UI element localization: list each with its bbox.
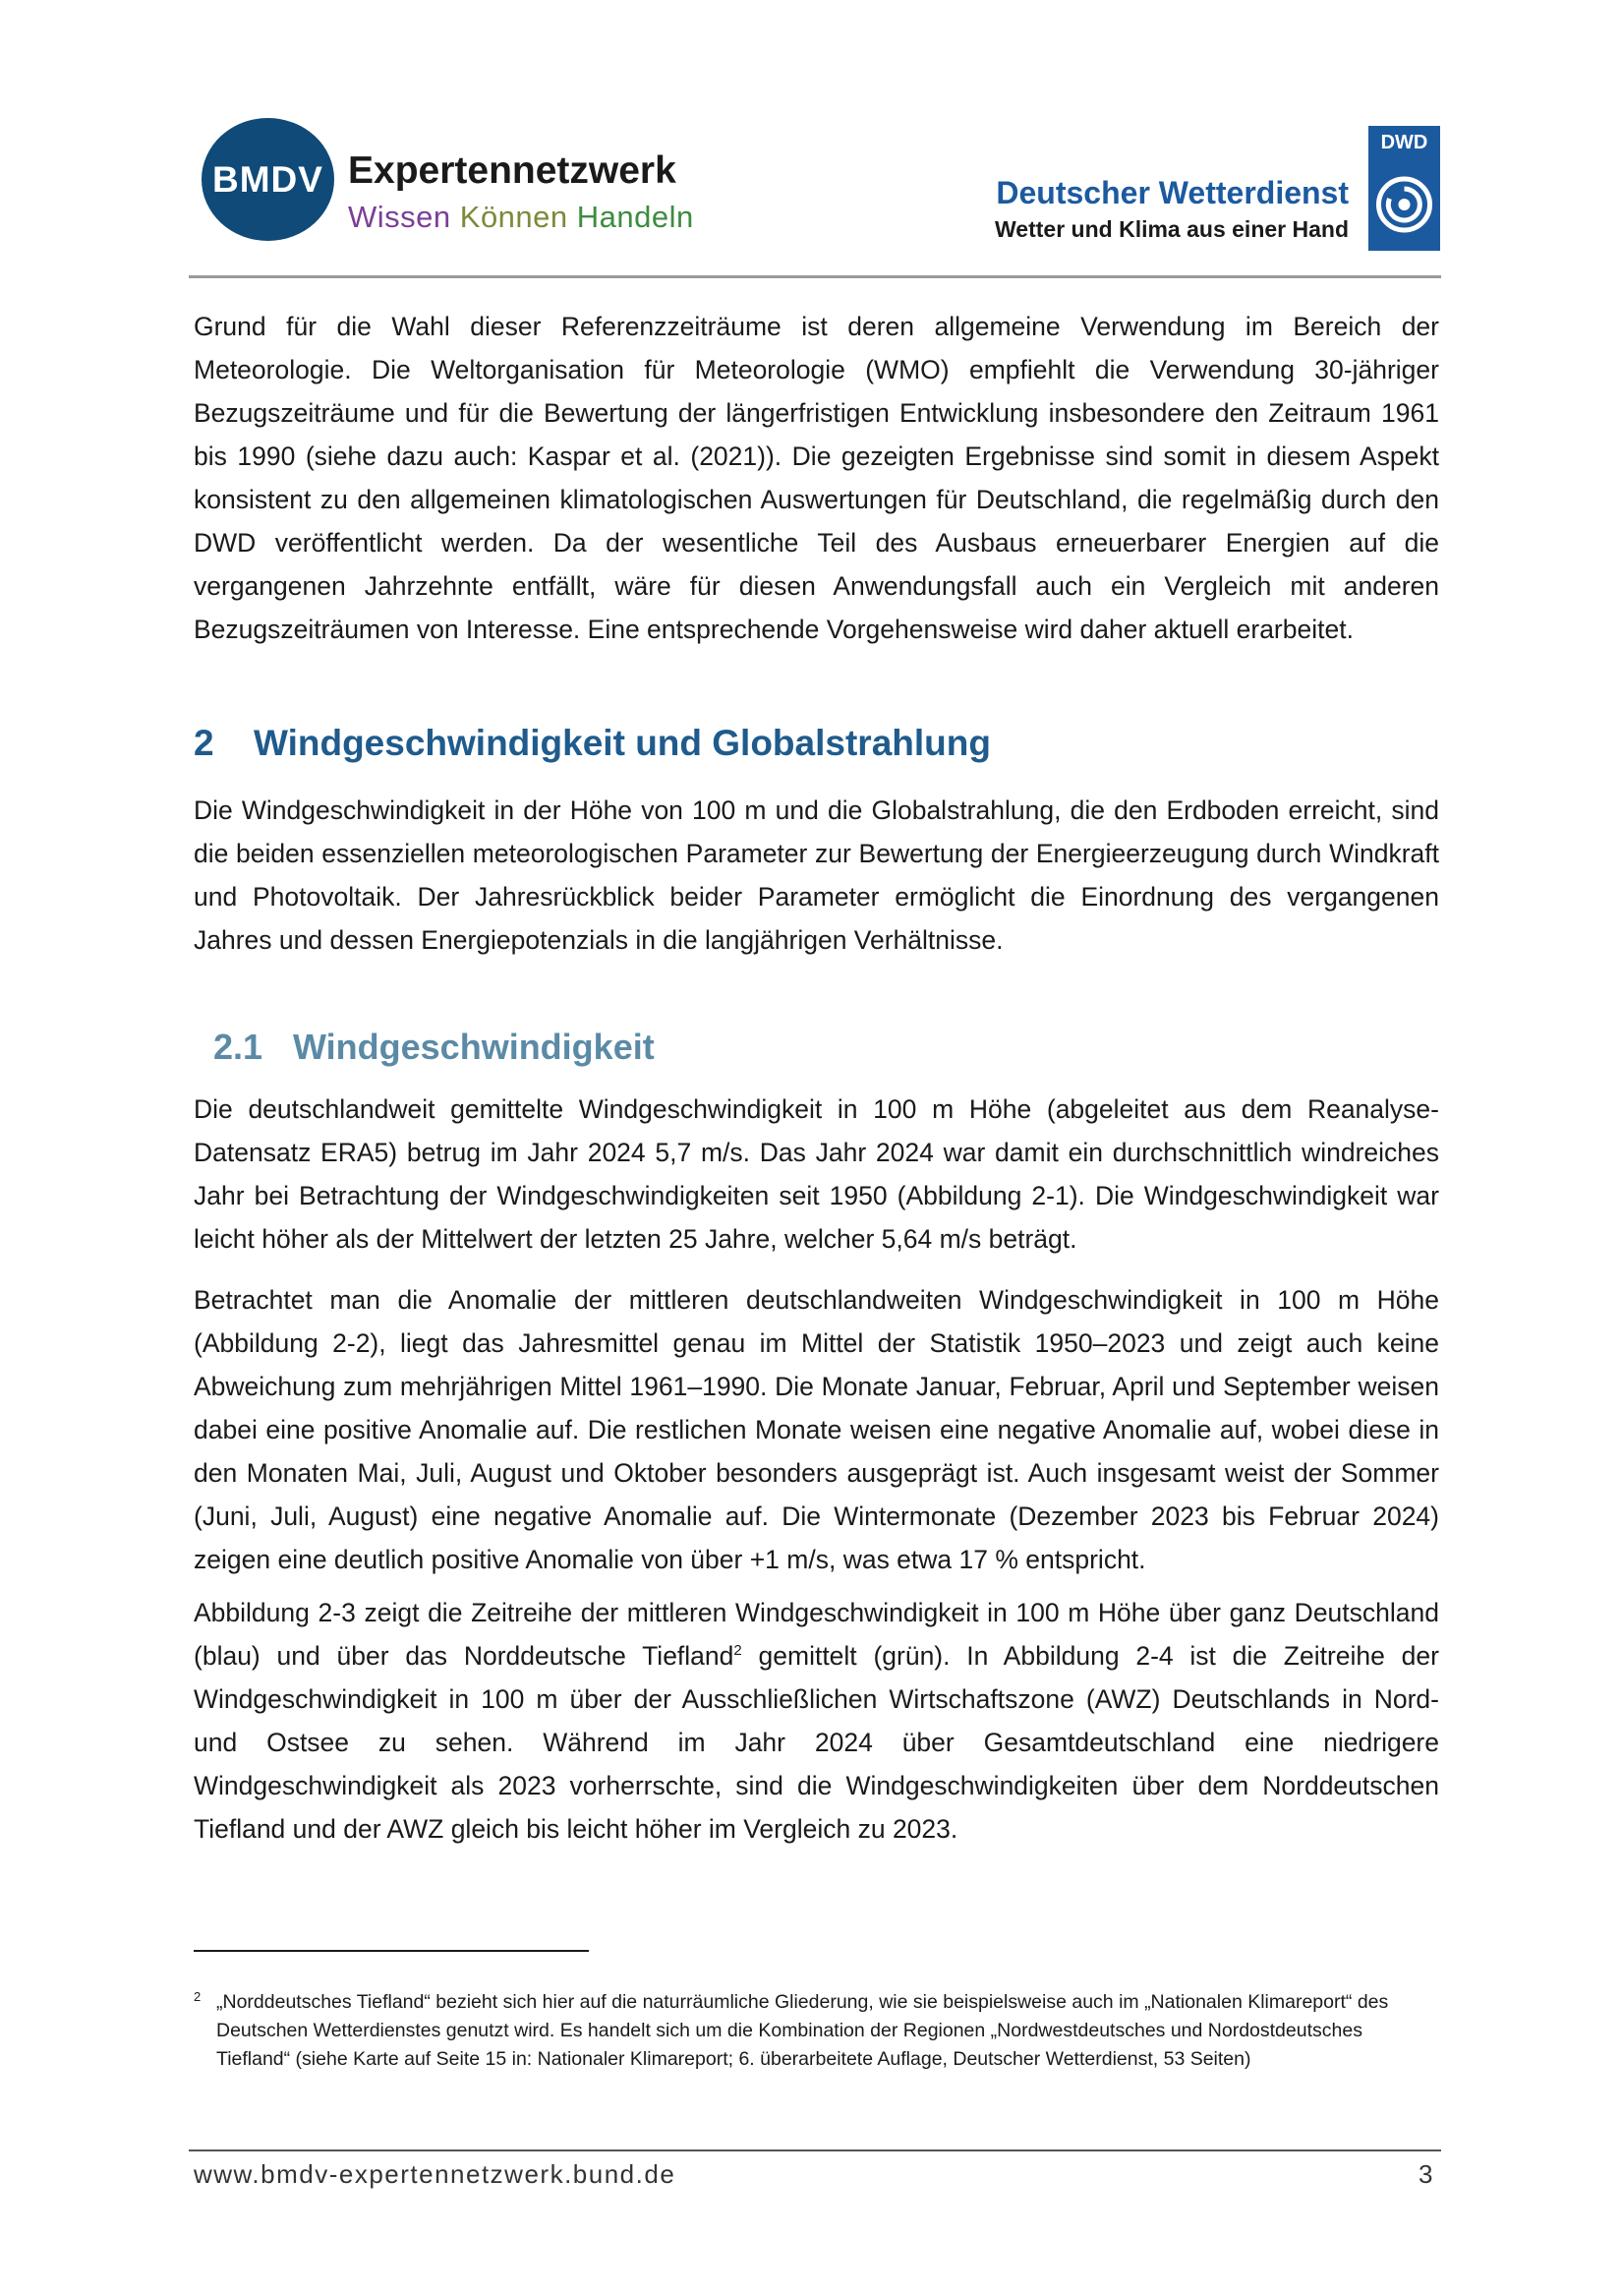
footnote-reference[interactable]: 2: [733, 1642, 742, 1660]
footnote-text: „Norddeutsches Tiefland“ bezieht sich hier auf die naturräumliche Gliederung, wie sie beispielsweise auch im „Nationalen Klimareport“ des Deutschen Wetterdienstes genutzt wird. Es handelt sich um die Kombination der Regionen „Nordwestdeutsches und Nordostdeutsches Tiefland“ (siehe Karte auf Seite 15 in: Nationaler Klimareport; 6. überarbeitete Auflage, Deutscher Wetterdienst, 53 Seiten): [216, 1991, 1389, 2070]
dwd-logo: [1368, 126, 1440, 251]
bmdv-tagline: [348, 200, 694, 235]
section-2-1-paragraph-3: [194, 1591, 1439, 1851]
dwd-slogan: Wetter und Klima aus einer Hand: [995, 216, 1349, 242]
footnote-number: 2: [194, 1989, 202, 2004]
footnote-divider: [194, 1950, 589, 1952]
dwd-name: Deutscher Wetterdienst: [996, 175, 1349, 210]
dwd-swirl-icon: [1374, 167, 1434, 242]
tagline-koennen: Können: [459, 200, 568, 234]
footnote: [194, 1988, 1439, 2074]
paragraph-3-part-a: Abbildung 2-3 zeigt die Zeitreihe der mittleren Windgeschwindigkeit in 100 m Höhe über ganz Deutschland (blau) und über das Norddeutsche Tiefland: [194, 1598, 1439, 1671]
bmdv-logo-text: BMDV: [212, 158, 323, 200]
section-2-number: 2: [194, 723, 214, 763]
dwd-logo-text: DWD: [1380, 132, 1428, 153]
bmdv-title: Expertennetzwerk: [348, 149, 676, 192]
footer-divider: [189, 2149, 1441, 2151]
tagline-handeln: Handeln: [576, 200, 694, 234]
intro-paragraph: Grund für die Wahl dieser Referenzzeiträume ist deren allgemeine Verwendung im Bereich der Meteorologie. Die Weltorganisation für Meteorologie (WMO) empfiehlt die Verwendung 30-jähriger Bezugszeiträume und für die Bewertung der längerfristigen Entwicklung insbesondere den Zeitraum 1961 bis 1990 (siehe dazu auch: Kaspar et al. (2021)). Die gezeigten Ergebnisse sind somit in diesem Aspekt konsistent zu den allgemeinen klimatologischen Auswertungen für Deutschland, die regelmäßig durch den DWD veröffentlicht werden. Da der wesentliche Teil des Ausbaus erneuerbarer Energien auf die vergangenen Jahrzehnte entfällt, wäre für diesen Anwendungsfall auch ein Vergleich mit anderen Bezugszeiträumen von Interesse. Eine entsprechende Vorgehensweise wird daher aktuell erarbeitet.: [194, 312, 1439, 644]
section-2-1-paragraph-2: Betrachtet man die Anomalie der mittleren deutschlandweiten Windgeschwindigkeit in 100 m Höhe (Abbildung 2-2), liegt das Jahresmittel genau im Mittel der Statistik 1950–2023 und zeigt auch keine Abweichung zum mehrjährigen Mittel 1961–1990. Die Monate Januar, Februar, April und September weisen dabei eine positive Anomalie auf. Die restlichen Monate weisen eine negative Anomalie auf, wobei diese in den Monaten Mai, Juli, August und Oktober besonders ausgeprägt ist. Auch insgesamt weist der Sommer (Juni, Juli, August) eine negative Anomalie auf. Die Wintermonate (Dezember 2023 bis Februar 2024) zeigen eine deutlich positive Anomalie von über +1 m/s, was etwa 17 % entspricht.: [194, 1285, 1439, 1574]
footer-url[interactable]: www.bmdv-expertennetzwerk.bund.de: [194, 2159, 676, 2189]
section-2-1-title: Windgeschwindigkeit: [293, 1027, 655, 1067]
tagline-wissen: Wissen: [348, 200, 451, 234]
header-divider: [189, 275, 1441, 278]
section-2-title: Windgeschwindigkeit und Globalstrahlung: [254, 723, 991, 763]
paragraph-3-part-b: gemittelt (grün). In Abbildung 2-4 ist die Zeitreihe der Windgeschwindigkeit in 100 m über der Ausschließlichen Wirtschaftszone (AWZ) Deutschlands in Nord- und Ostsee zu sehen. Während im Jahr 2024 über Gesamtdeutschland eine niedrigere Windgeschwindigkeit als 2023 vorherrschte, sind die Windgeschwindigkeiten über dem Norddeutschen Tiefland und der AWZ gleich bis leicht höher im Vergleich zu 2023.: [194, 1641, 1439, 1844]
bmdv-logo: [202, 118, 334, 241]
section-2-1-paragraph-1: Die deutschlandweit gemittelte Windgeschwindigkeit in 100 m Höhe (abgeleitet aus dem Reanalyse-Datensatz ERA5) betrug im Jahr 2024 5,7 m/s. Das Jahr 2024 war damit ein durchschnittlich windreiches Jahr bei Betrachtung der Windgeschwindigkeiten seit 1950 (Abbildung 2-1). Die Windgeschwindigkeit war leicht höher als der Mittelwert der letzten 25 Jahre, welcher 5,64 m/s beträgt.: [194, 1094, 1439, 1254]
section-2-paragraph: Die Windgeschwindigkeit in der Höhe von 100 m und die Globalstrahlung, die den Erdboden erreicht, sind die beiden essenziellen meteorologischen Parameter zur Bewertung der Energieerzeugung durch Windkraft und Photovoltaik. Der Jahresrückblick beider Parameter ermöglicht die Einordnung des vergangenen Jahres und dessen Energiepotenzials in die langjährigen Verhältnisse.: [194, 795, 1439, 955]
section-2-1-number: 2.1: [213, 1027, 263, 1067]
page-number: 3: [1419, 2159, 1433, 2189]
